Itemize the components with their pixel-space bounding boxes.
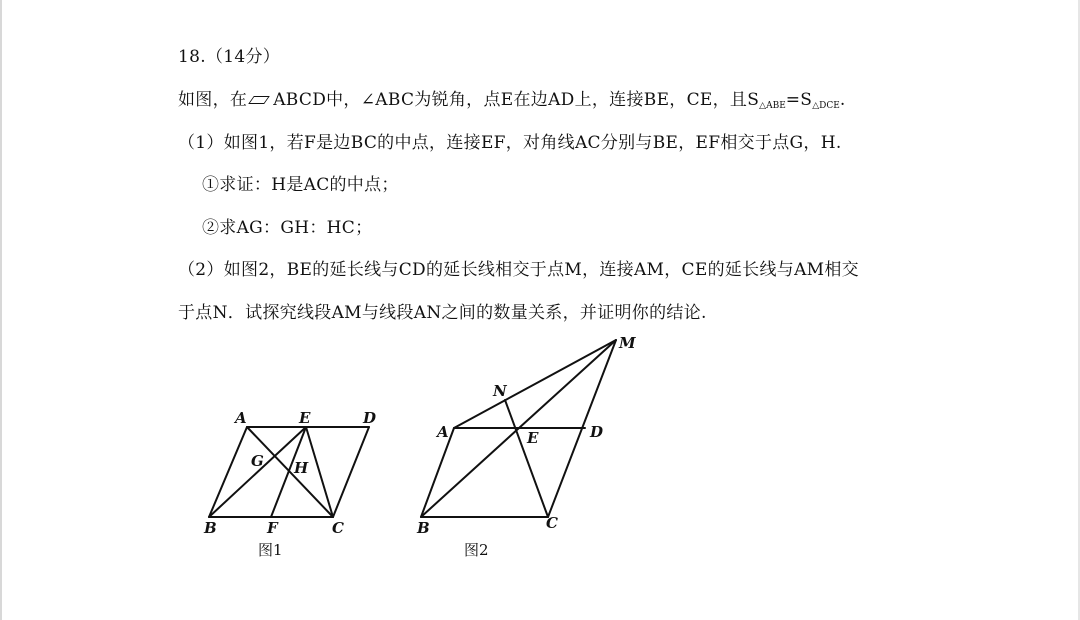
part2-text-line2: 于点N．试探究线段AM与线段AN之间的数量关系，并证明你的结论. xyxy=(178,303,707,323)
part1-text: （1）如图1，若F是边BC的中点，连接EF，对角线AC分别与BE，EF相交于点G，H. xyxy=(178,133,842,153)
fig1-label-c: C xyxy=(332,519,344,537)
problem-number: 18. xyxy=(178,47,206,67)
intro-end: . xyxy=(839,90,846,110)
fig1-label-d: D xyxy=(363,409,377,427)
equals-s: =S xyxy=(785,90,813,110)
fig2-segment-cn xyxy=(505,400,548,517)
fig1-label-a: A xyxy=(235,409,247,427)
fig1-caption: 图1 xyxy=(258,541,283,559)
fig2-label-b: B xyxy=(417,519,430,537)
fig1-label-g: G xyxy=(251,452,264,470)
fig2-label-c: C xyxy=(546,514,558,532)
fig2-segment-ab xyxy=(421,428,454,517)
fig1-segment-ab xyxy=(209,427,247,517)
fig1-segment-dc xyxy=(333,427,369,517)
fig1-label-h: H xyxy=(294,459,309,477)
fig2-caption: 图2 xyxy=(464,541,489,559)
figure-1 xyxy=(203,409,376,559)
subscript-dce: △DCE xyxy=(812,101,840,111)
problem-points: （14分） xyxy=(205,47,281,67)
fig2-label-m: M xyxy=(619,334,636,352)
intro-prefix: 如图，在 xyxy=(178,90,248,110)
fig1-segment-be xyxy=(209,427,306,517)
fig2-label-a: A xyxy=(437,423,449,441)
fig2-segment-bm xyxy=(421,340,616,517)
part2-text-line1: （2）如图2，BE的延长线与CD的延长线相交于点M，连接AM，CE的延长线与AM相交 xyxy=(178,260,859,280)
fig2-label-n: N xyxy=(493,382,507,400)
subscript-abe: △ABE xyxy=(759,101,786,111)
fig1-label-e: E xyxy=(299,409,311,427)
figure-2 xyxy=(416,334,636,559)
fig1-label-b: B xyxy=(204,519,217,537)
part1-item-ii: ②求AG：GH：HC； xyxy=(202,218,373,238)
fig1-label-f: F xyxy=(267,519,278,537)
part1-item-i: ①求证：H是AC的中点； xyxy=(202,175,399,195)
fig2-label-e: E xyxy=(527,429,539,447)
intro-main: ABCD中，∠ABC为锐角，点E在边AD上，连接BE，CE，且S xyxy=(273,90,760,110)
fig2-label-d: D xyxy=(590,423,604,441)
